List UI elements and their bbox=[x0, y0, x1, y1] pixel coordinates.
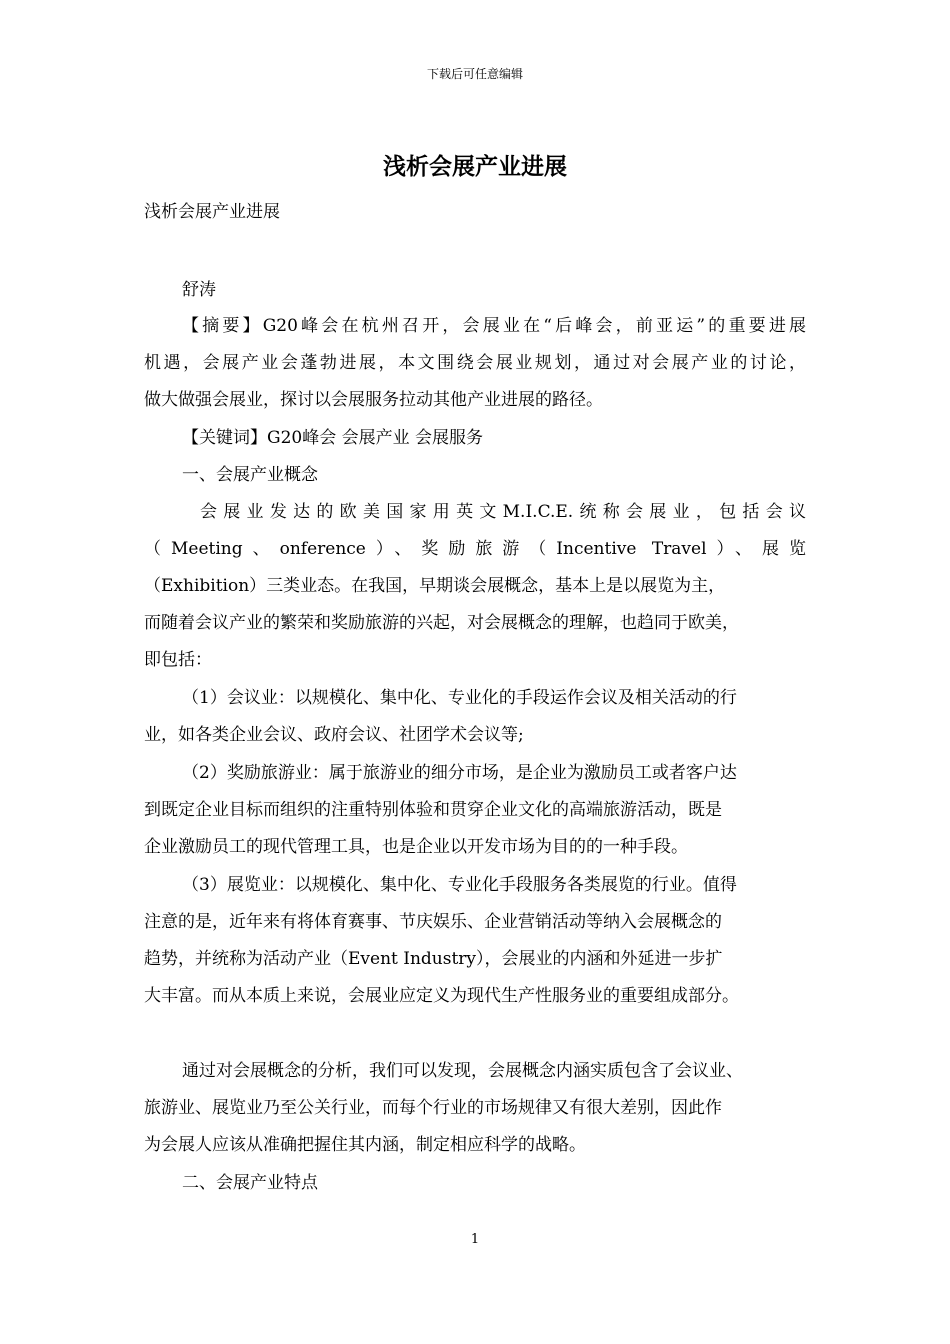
list-item-meeting: 业，如各类企业会议、政府会议、社团学术会议等; bbox=[144, 725, 524, 745]
section-heading-1: 一、会展产业概念 bbox=[182, 465, 318, 485]
concept-paragraph-line: 而随着会议产业的繁荣和奖励旅游的兴起，对会展概念的理解，也趋同于欧美， bbox=[144, 613, 739, 633]
list-item-incentive-travel: 企业激励员工的现代管理工具，也是企业以开发市场为目的的一种手段。 bbox=[144, 837, 688, 857]
page-number: 1 bbox=[470, 1232, 480, 1247]
section-heading-2: 二、会展产业特点 bbox=[182, 1173, 318, 1193]
list-item-incentive-travel: （2）奖励旅游业：属于旅游业的细分市场，是企业为激励员工或者客户达 bbox=[182, 763, 737, 783]
list-item-exhibition: （3）展览业：以规模化、集中化、专业化手段服务各类展览的行业。值得 bbox=[182, 875, 737, 895]
concept-paragraph-line: （Meeting、onference）、奖励旅游（Incentive Travel）、展览 bbox=[144, 539, 806, 559]
concept-paragraph-line: 即包括： bbox=[144, 650, 212, 670]
abstract-line: 机遇，会展产业会蓬勃进展，本文围绕会展业规划，通过对会展产业的讨论， bbox=[144, 353, 806, 373]
document-title: 浅析会展产业进展 bbox=[383, 154, 567, 180]
concept-paragraph-line: 会展业发达的欧美国家用英文M.I.C.E.统称会展业，包括会议 bbox=[200, 502, 806, 522]
list-item-exhibition: 注意的是，近年来有将体育赛事、节庆娱乐、企业营销活动等纳入会展概念的 bbox=[144, 912, 722, 932]
analysis-paragraph-line: 为会展人应该从准确把握住其内涵，制定相应科学的战略。 bbox=[144, 1135, 586, 1155]
analysis-paragraph-line: 通过对会展概念的分析，我们可以发现，会展概念内涵实质包含了会议业、 bbox=[182, 1061, 743, 1081]
list-item-incentive-travel: 到既定企业目标而组织的注重特别体验和贯穿企业文化的高端旅游活动，既是 bbox=[144, 800, 722, 820]
list-item-exhibition: 大丰富。而从本质上来说，会展业应定义为现代生产性服务业的重要组成部分。 bbox=[144, 986, 739, 1006]
page-header-note: 下载后可任意编辑 bbox=[426, 67, 523, 81]
author-name: 舒涛 bbox=[182, 280, 216, 300]
list-item-exhibition: 趋势，并统称为活动产业（Event Industry），会展业的内涵和外延进一步扩 bbox=[144, 949, 723, 969]
keywords-line: 【关键词】G20峰会 会展产业 会展服务 bbox=[182, 428, 484, 448]
abstract-line: 【摘要】G20峰会在杭州召开，会展业在“后峰会，前亚运”的重要进展 bbox=[182, 316, 806, 336]
abstract-line: 做大做强会展业，探讨以会展服务拉动其他产业进展的路径。 bbox=[144, 390, 603, 410]
analysis-paragraph-line: 旅游业、展览业乃至公关行业，而每个行业的市场规律又有很大差别，因此作 bbox=[144, 1098, 722, 1118]
subtitle: 浅析会展产业进展 bbox=[144, 202, 280, 222]
concept-paragraph-line: （Exhibition）三类业态。在我国，早期谈会展概念，基本上是以展览为主， bbox=[144, 576, 726, 596]
list-item-meeting: （1）会议业：以规模化、集中化、专业化的手段运作会议及相关活动的行 bbox=[182, 688, 737, 708]
